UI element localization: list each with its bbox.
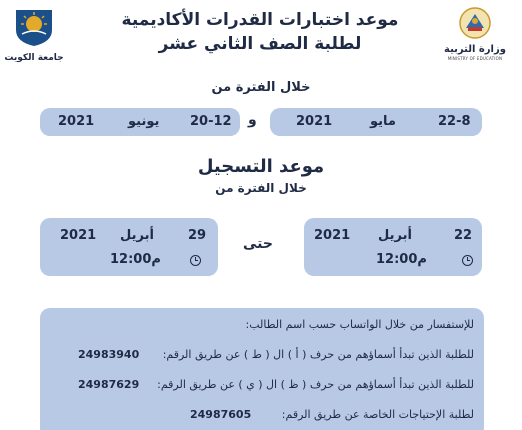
ministry-emblem-icon — [458, 6, 492, 40]
contact-intro: للإستفسار من خلال الواتساب حسب اسم الطالب: — [245, 318, 474, 331]
registration-period-label: خلال الفترة من — [215, 181, 307, 195]
contact-line-3-number: 24987605 — [190, 408, 252, 421]
exam-range-2 — [40, 108, 240, 136]
registration-end-year: 2021 — [60, 228, 97, 243]
exam-range-2-days: 20-12 — [190, 114, 232, 129]
contact-info-box — [40, 308, 484, 430]
university-logo — [4, 6, 64, 68]
registration-start-year: 2021 — [314, 228, 351, 243]
registration-connector: حتى — [243, 236, 273, 252]
contact-line-1-number: 24983940 — [78, 348, 140, 361]
registration-start-day: 22 — [454, 228, 473, 243]
page-title: موعد اختبارات القدرات الأكاديمية — [121, 10, 399, 30]
registration-end-time: 12:00م — [110, 252, 161, 267]
clock-icon — [190, 255, 201, 266]
registration-end-day: 29 — [188, 228, 207, 243]
registration-end-month: أبريل — [120, 228, 154, 243]
contact-line-2-text: للطلبة الذين تبدأ أسماؤهم من حرف ( ظ ) ال ( ي ) عن طريق الرقم: — [157, 378, 474, 391]
page-subtitle: لطلبة الصف الثاني عشر — [158, 34, 362, 54]
exam-range-2-month: يونيو — [128, 114, 160, 129]
ministry-logo-text: وزارة التربية — [444, 44, 506, 55]
exam-period-label: خلال الفترة من — [211, 80, 311, 95]
ministry-logo-sub: MINISTRY OF EDUCATION — [447, 56, 503, 61]
exam-range-2-year: 2021 — [58, 114, 95, 129]
registration-start-time: 12:00م — [376, 252, 427, 267]
contact-line-2-number: 24987629 — [78, 378, 140, 391]
registration-end-card — [40, 218, 218, 276]
registration-start-card — [304, 218, 482, 276]
university-logo-text: جامعة الكويت — [4, 53, 64, 63]
exam-connector: و — [248, 112, 257, 128]
exam-range-1-month: مايو — [370, 114, 396, 129]
registration-title: موعد التسجيل — [197, 156, 325, 177]
exam-range-1 — [270, 108, 482, 136]
exam-range-1-year: 2021 — [296, 114, 333, 129]
clock-icon — [462, 255, 473, 266]
contact-line-1-text: للطلبة الذين تبدأ أسماؤهم من حرف ( أ ) ال ( ط ) عن طريق الرقم: — [162, 348, 474, 361]
registration-start-month: أبريل — [378, 228, 412, 243]
exam-range-1-days: 22-8 — [438, 114, 471, 129]
contact-line-3-text: لطلبة الإحتياجات الخاصة عن طريق الرقم: — [281, 408, 474, 421]
university-emblem-icon — [12, 6, 56, 48]
